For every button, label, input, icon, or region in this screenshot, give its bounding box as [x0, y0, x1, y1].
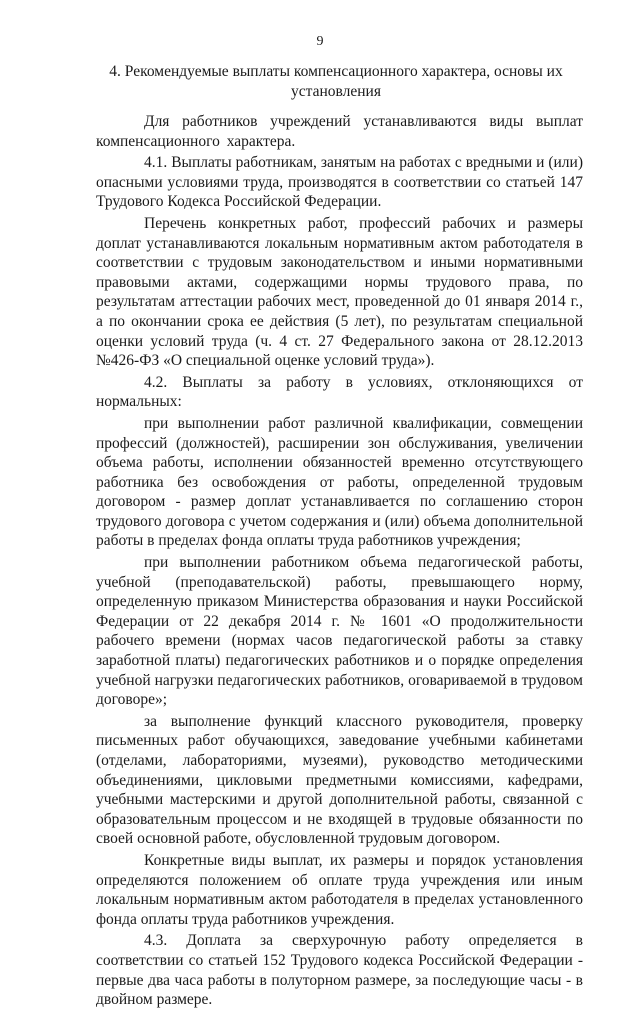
paragraph: 4.1. Выплаты работникам, занятым на работах с вредными и (или) опасными условиями труда, производятся в соответствии со статьей 147 Трудового Кодекса Российской Федерации. [96, 154, 583, 211]
paragraph: при выполнении работ различной квалификации, совмещении профессий (должностей), расширении зон обслуживания, увеличении объема работы, исполнении обязанностей временно отсутствующего работника без освобождения от работы, определенной трудовым договором - размер доплат устанавливается по соглашению сторон трудового договора с учетом содержания и (или) объема дополнительной работы в пределах фонда оплаты труда работников учреждения; [96, 414, 583, 550]
paragraph: Конкретные виды выплат, их размеры и порядок установления определяются положением об оплате труда учреждения или иным локальным нормативным актом работодателя в пределах установленного фонда оплаты труда работников учреждения. [96, 851, 583, 928]
paragraph: 4.2. Выплаты за работу в условиях, отклоняющихся от нормальных: [96, 373, 583, 411]
paragraph: Перечень конкретных работ, профессий рабочих и размеры доплат устанавливаются локальным нормативным актом работодателя в соответствии с трудовым законодательством и иными нормативными правовыми актами, содержащими нормы трудового права, по результатам аттестации рабочих мест, проведенной до 01 января 2014 г., а по окончании срока ее действия (5 лет), по результатам специальной оценки условий труда (ч. 4 ст. 27 Федерального закона от 28.12.2013 №426-ФЗ «О специальной оценке условий труда»). [96, 214, 583, 370]
document-body [96, 112, 583, 1012]
paragraph: 4.3. Доплата за сверхурочную работу определяется в соответствии со статьей 152 Трудового кодекса Российской Федерации - первые два часа работы в полуторном размере, за последующие часы - в двойном размере. [96, 932, 583, 1009]
paragraph: при выполнении работником объема педагогической работы, учебной (преподавательской) работы, превышающего норму, определенную приказом Министерства образования и науки Российской Федерации от 22 декабря 2014 г. № 1601 «О продолжительности рабочего времени (нормах часов педагогической работы за ставку заработной платы) педагогических работников и о порядке определения учебной нагрузки педагогических работников, оговариваемой в трудовом договоре»; [96, 554, 583, 709]
paragraph: Для работников учреждений устанавливаются виды выплат компенсационного характера. [96, 113, 583, 150]
page-number: 9 [316, 34, 324, 49]
paragraph: за выполнение функций классного руководителя, проверку письменных работ обучающихся, заведование учебными кабинетами (отделами, лабораториями, музеями), руководство методическими объединениями, цикловыми предметными комиссиями, кафедрами, учебными мастерскими и другой дополнительной работы, связанной с образовательным процессом и не входящей в трудовые обязанности по своей основной работе, обусловленной трудовым договором. [96, 712, 583, 848]
section-heading: 4. Рекомендуемые выплаты компенсационного характера, основы их установления [109, 63, 563, 100]
